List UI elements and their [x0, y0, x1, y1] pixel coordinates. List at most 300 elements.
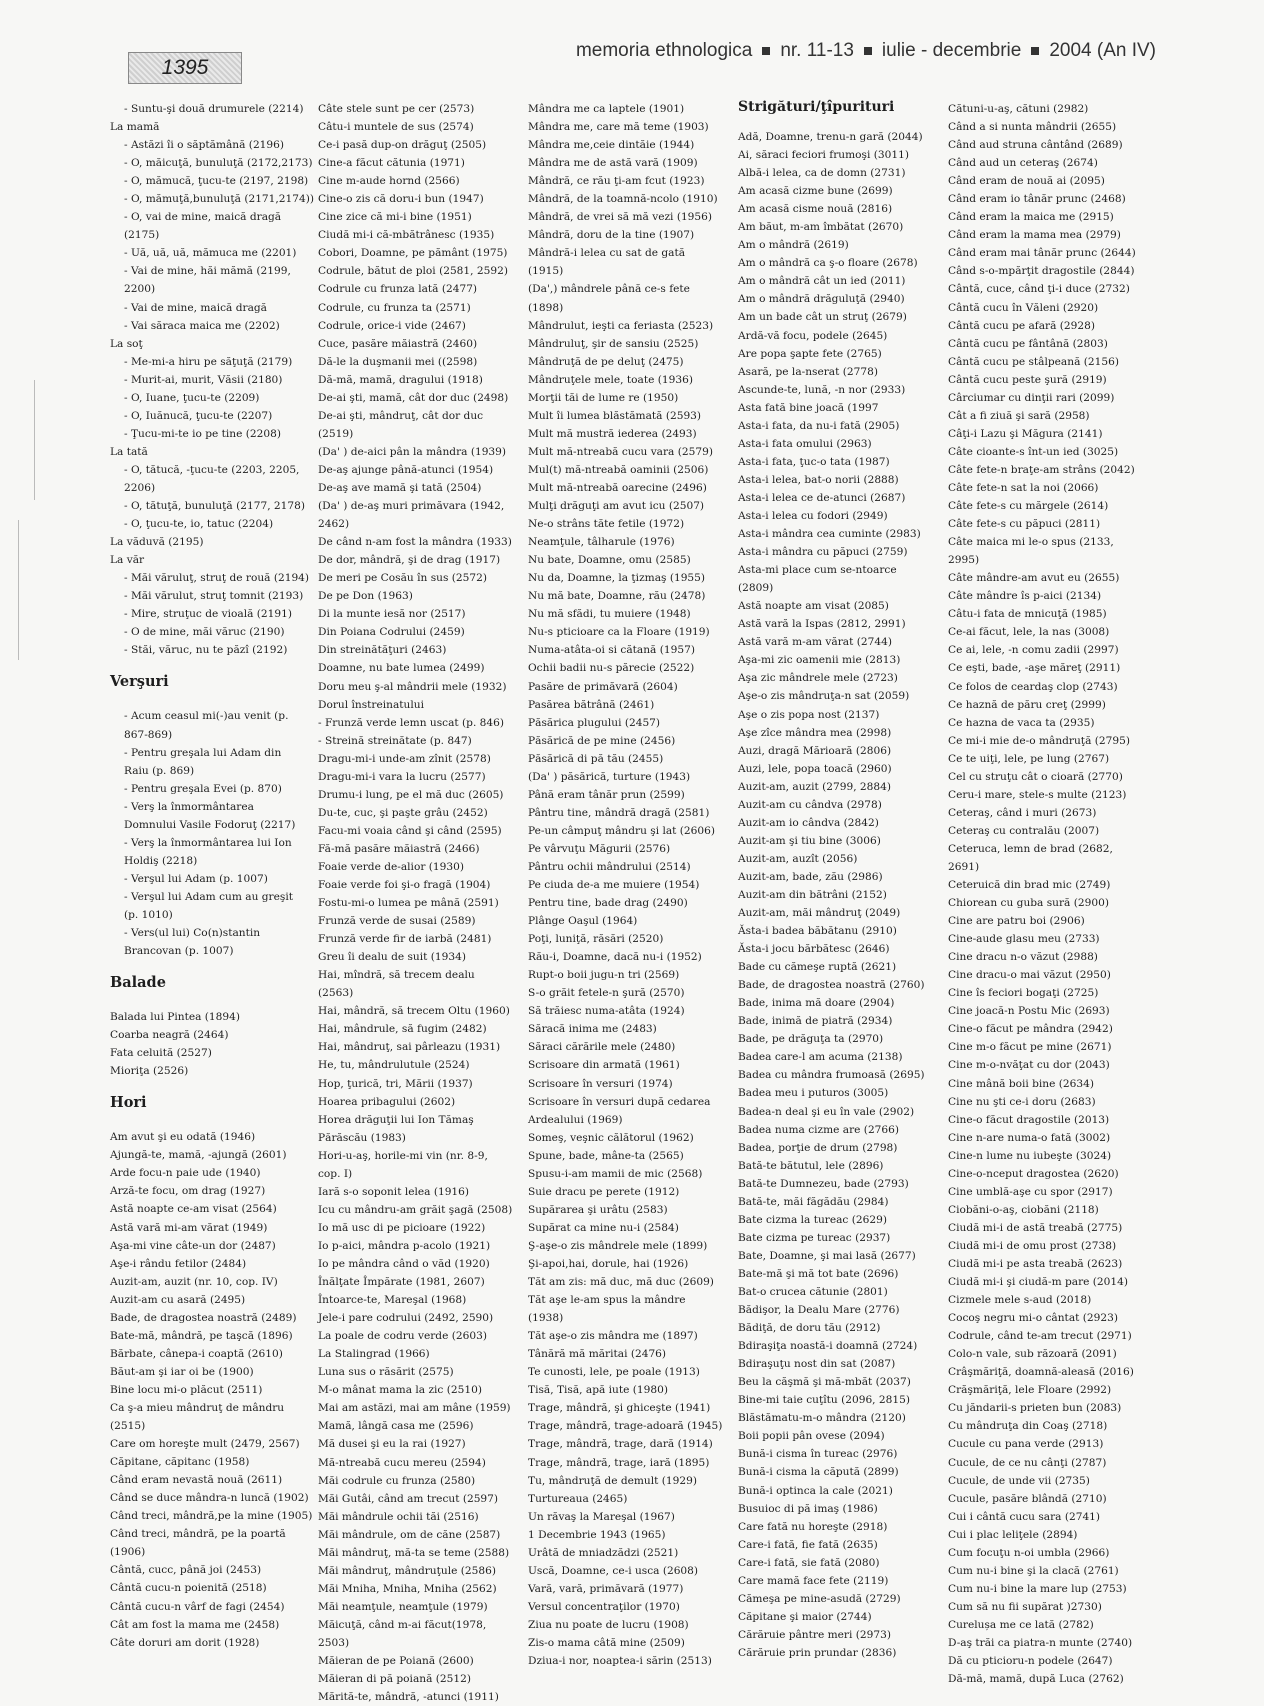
index-entry: Asară, pe la-nserat (2778) [738, 365, 878, 378]
index-entry: Cine zice că mi-i bine (1951) [318, 211, 472, 224]
index-entry: Ca ş-a mieu mândruţ de mândru (2515) [110, 1402, 285, 1433]
index-entry: Bădişor, la Dealu Mare (2776) [738, 1304, 900, 1317]
index-entry: Mult îi lumea blăstămată (2593) [528, 409, 702, 422]
index-entry: Bine locu mi-o plăcut (2511) [110, 1383, 263, 1396]
index-entry: Bună-i cisma în tureac (2976) [738, 1448, 898, 1461]
index-entry: Din Poiana Codrului (2459) [318, 626, 465, 639]
index-entry: Io pe mândra când o văd (1920) [318, 1258, 490, 1270]
index-entry: Rău-i, Doamne, dacă nu-i (1952) [528, 951, 702, 964]
index-entry: Auzit-am cu asară (2495) [110, 1293, 246, 1306]
index-entry: Hai, mîndră, să trecem dealu (2563) [318, 969, 475, 1000]
index-entry: Auzit-am şi tiu bine (3006) [738, 834, 881, 847]
index-entry: Ce haznă de păru creţ (2999) [948, 698, 1106, 711]
index-entry: Cine are patru boi (2906) [948, 915, 1085, 928]
index-entry: Scrisoare în versuri după cedarea Ardealului (1969) [528, 1095, 711, 1126]
index-entry: Ceteraş, când i muri (2673) [948, 806, 1097, 819]
index-entry: Auzi, lele, popa toacă (2960) [738, 762, 892, 775]
index-entry: Cântă cucu-n vârf de fagi (2454) [110, 1600, 285, 1613]
index-entry: Întoarce-te, Mareşal (1968) [318, 1294, 467, 1307]
index-entry: Ne-o strâns tăte fetile (1972) [528, 518, 685, 531]
index-entry: Aşa-mi vine câte-un dor (2487) [110, 1239, 276, 1252]
index-entry: - Vai de mine, maică dragă [124, 301, 267, 314]
index-entry: Bună-i optinca la cale (2021) [738, 1484, 893, 1497]
index-entry: Mult mă mustră iederea (2493) [528, 427, 697, 440]
index-entry: Pasărea bătrână (2461) [528, 698, 655, 711]
index-entry: De-aş ajunge până-atunci (1954) [318, 463, 494, 476]
index-entry: Ce ai, lele, -n comu zadii (2997) [948, 644, 1119, 657]
index-entry: Cine-o făcut pe mândra (2942) [948, 1023, 1113, 1036]
index-entry: Doamne, nu bate lumea (2499) [318, 662, 485, 675]
index-entry: Pântru tine, mândră dragă (2581) [528, 806, 710, 819]
index-entry: Măi Gutâi, când am trecut (2597) [318, 1492, 499, 1505]
index-entry: - Me-mi-a hiru pe săţuţă (2179) [124, 355, 293, 368]
index-entry: Bade, de dragostea noastră (2760) [738, 979, 925, 992]
index-entry: Ce eşti, bade, -aşe mărеţ (2911) [948, 662, 1121, 675]
index-entry: Măieran de pe Poiană (2600) [318, 1655, 474, 1668]
index-entry: Bună-i cisma la căpută (2899) [738, 1466, 899, 1479]
index-entry: Dă-le la duşmanii mei ((2598) [318, 355, 478, 368]
index-entry: Măieran di pă poiană (2512) [318, 1673, 471, 1686]
index-entry: Bată-te Dumnezeu, bade (2793) [738, 1177, 909, 1190]
index-entry: De-ai şti, mamă, cât dor duc (2498) [318, 391, 509, 404]
index-entry: Fostu-mi-o lumea pe mână (2591) [318, 897, 499, 910]
index-entry: Codrule, bătut de ploi (2581, 2592) [318, 265, 508, 278]
index-entry: Câte fete-s cu mărgele (2614) [948, 500, 1109, 513]
index-entry: De dor, mândră, şi de drag (1917) [318, 554, 501, 567]
index-entry: Cine-aude glasu meu (2733) [948, 933, 1100, 946]
index-entry: Mărită-te, mândră, -atunci (1911) [318, 1691, 499, 1704]
index-entry: Asta fată bine joacă (1997 [738, 401, 879, 414]
index-entry: Dziua-i nor, noaptea-i sărin (2513) [528, 1655, 712, 1668]
index-entry: - Mire, struţuc de vioală (2191) [124, 608, 292, 621]
index-entry: Mândra me de astă vară (1909) [528, 157, 698, 170]
index-entry: Nu mă bate, Doamne, rău (2478) [528, 590, 706, 603]
index-entry: Câţi-i Lazu şi Măgura (2141) [948, 427, 1103, 440]
index-entry: Versul concentraţilor (1970) [528, 1600, 680, 1613]
index-entry: Cârciumar cu dinţii rari (2099) [948, 391, 1115, 404]
index-entry: Bade, inimă de piatră (2934) [738, 1015, 893, 1028]
index-entry: Mândruţă de pe deluţ (2475) [528, 355, 684, 368]
index-entry: Drumu-i lung, pe el mă duc (2605) [318, 788, 504, 801]
index-entry: Ce mi-i mie de-o mândruţă (2795) [948, 734, 1130, 747]
index-entry: Din streinătăţuri (2463) [318, 644, 447, 657]
index-entry: M-o mânat mama la zic (2510) [318, 1384, 482, 1397]
index-entry: Mândră-i lelea cu sat de gată (1915) [528, 247, 686, 278]
index-entry: Căpitane, căpitanc (1958) [110, 1456, 250, 1469]
index-entry: Astă vară mi-am vărat (1949) [110, 1221, 268, 1234]
index-entry: Măi mândrule ochii tăi (2516) [318, 1510, 479, 1523]
index-entry: Bat-o crucea cătunie (2801) [738, 1286, 888, 1298]
index-entry: Bate cizma pe tureac (2937) [738, 1231, 891, 1244]
index-entry: Asta-i fata omului (2963) [738, 437, 872, 450]
index-entry: - Verşul lui Adam (p. 1007) [124, 872, 268, 885]
index-entry: Auzit-am cu cândva (2978) [738, 798, 882, 811]
index-entry: Aşe zîce mândra mea (2998) [738, 726, 892, 739]
index-entry: Păsărică de pe mine (2456) [528, 734, 676, 747]
index-entry: Cucule, de ce nu cânţi (2787) [948, 1456, 1107, 1469]
index-column-3 [528, 100, 723, 1670]
index-entry: Am avut şi eu odată (1946) [110, 1131, 256, 1144]
index-entry: Codrule, când te-am trecut (2971) [948, 1330, 1132, 1343]
index-entry: Când treci, mândră, pe la poartă (1906) [110, 1528, 286, 1559]
index-entry: Hai, mândrule, să fugim (2482) [318, 1023, 487, 1036]
index-entry: Curelușa me ce lată (2782) [948, 1618, 1094, 1631]
index-entry: - Măi vărulut, struţ tomnit (2193) [124, 590, 304, 603]
index-entry: Am o mândră drăguluţă (2940) [738, 293, 905, 306]
index-entry: Bdiraşiţa noastă-i doamnă (2724) [738, 1340, 918, 1353]
index-entry: Mult mă-ntreabă cucu vara (2579) [528, 445, 713, 458]
index-entry: - O de mine, măi văruc (2190) [124, 626, 285, 639]
index-entry: Tisă, Tisă, apă iute (1980) [528, 1384, 668, 1397]
journal-title: memoria ethnologica [575, 40, 753, 61]
index-entry: Mul(t) mă-ntreabă oaminii (2506) [528, 463, 709, 476]
index-entry: De meri pe Cosău în sus (2572) [318, 572, 487, 585]
index-entry: Aşe-o zis mândruţa-n sat (2059) [738, 690, 910, 703]
index-entry: Ciudă mi-i de astă treabă (2775) [948, 1221, 1123, 1234]
index-entry: Arde focu-n paie ude (1940) [110, 1167, 261, 1180]
index-entry: Care om horeşte mult (2479, 2567) [110, 1438, 300, 1451]
index-entry: Asta-i fata, ţuc-o tata (1987) [738, 455, 890, 468]
index-entry: Cu jăndarii-s prieten bun (2083) [948, 1402, 1122, 1415]
index-entry: - Măi văruluţ, struţ de rouă (2194) [124, 572, 310, 585]
index-entry: Ascunde-te, lună, -n nor (2933) [738, 383, 906, 396]
index-entry: Foaie verde de-alior (1930) [318, 860, 464, 873]
index-entry: Crâşmăriţă, doamnă-aleasă (2016) [948, 1366, 1134, 1379]
index-entry: Săraci cărările mele (2480) [528, 1041, 676, 1054]
index-entry: Bată-te, măi făgădău (2984) [738, 1195, 889, 1208]
index-entry: (Da',) mândrele până ce-s fete (1898) [528, 283, 690, 314]
index-entry: Supărat ca mine nu-i (2584) [528, 1221, 679, 1234]
index-entry: Măi mândruţ, mândruţule (2586) [318, 1564, 496, 1577]
index-entry: Mândră, de vrei să mă vezi (1956) [528, 211, 713, 224]
index-entry: Cine-a făcut cătunia (1971) [318, 157, 465, 170]
index-entry: Suie dracu pe perete (1912) [528, 1185, 680, 1198]
index-entry: Măicuţă, când m-ai făcut(1978, 2503) [318, 1618, 487, 1649]
index-entry: Luna sus o răsărit (2575) [318, 1366, 454, 1379]
index-entry: Bade, pe drăguţa ta (2970) [738, 1033, 884, 1046]
index-entry: Trage, mândră, trage, dară (1914) [528, 1438, 713, 1451]
index-entry: Pe vârvuţu Măgurii (2576) [528, 842, 671, 855]
index-entry: Când eram la maica me (2915) [948, 211, 1114, 224]
index-entry: Cântă cucu-n poienită (2518) [110, 1582, 267, 1595]
index-entry: Şi-apoi,hai, dorule, hai (1926) [528, 1258, 689, 1270]
index-entry: Spusu-i-am mamii de mic (2568) [528, 1167, 703, 1180]
index-entry: Cine m-aude hornd (2566) [318, 175, 460, 188]
index-entry: Mândră, de la toamnă-ncolo (1910) [528, 193, 718, 206]
index-entry: Mă dusei şi eu la rai (1927) [318, 1438, 466, 1451]
index-entry: Auzit-am, auzit (nr. 10, cop. IV) [110, 1275, 278, 1288]
index-entry: Cântă cucu pe fântână (2803) [948, 337, 1108, 350]
index-entry: De-ai şti, mândruţ, cât dor duc (2519) [318, 409, 484, 440]
index-entry: Aşe-i rându fetilor (2484) [110, 1257, 247, 1270]
index-entry: Tăt aşe le-am spus la mândre (1938) [528, 1294, 686, 1325]
index-entry: Ăsta-i badea băbătanu (2910) [738, 925, 897, 938]
index-entry: Dragu-mi-i unde-am zînit (2578) [318, 752, 491, 765]
index-entry: - Streină streinătate (p. 847) [318, 734, 472, 747]
index-entry: Astă vară m-am vărat (2744) [738, 636, 892, 649]
index-entry: Măi codrule cu frunza (2580) [318, 1474, 476, 1487]
index-entry: La poale de codru verde (2603) [318, 1330, 487, 1343]
index-entry: Arză-te focu, om drag (1927) [110, 1185, 266, 1198]
index-entry: Scrisoare în versuri (1974) [528, 1077, 673, 1090]
index-entry: - Uă, uă, uă, mămuca me (2201) [124, 247, 297, 260]
index-entry: Cine nu şti ce-i doru (2683) [948, 1095, 1096, 1108]
index-entry: - O, ţucu-te, io, tatuc (2204) [124, 518, 274, 531]
index-entry: Badea numa cizme are (2766) [738, 1123, 900, 1136]
index-entry: Urâtă de mniadzădzi (2521) [528, 1546, 679, 1559]
index-entry: Ş-aşe-o zis mândrele mele (1899) [528, 1239, 708, 1252]
index-entry: Mai am astăzi, mai am mâne (1959) [318, 1402, 511, 1415]
index-entry: Colo-n vale, sub răzoară (2091) [948, 1348, 1117, 1361]
index-entry: Cărăruie prin prundar (2836) [738, 1646, 897, 1659]
square-bullet-icon [864, 47, 872, 55]
index-entry: De când n-am fost la mândra (1933) [318, 536, 512, 549]
index-entry: Ceru-i mare, stele-s multe (2123) [948, 788, 1127, 801]
index-entry: Asta-i lelea ce de-atunci (2687) [738, 491, 906, 504]
index-entry: Câte fete-s cu păpuci (2811) [948, 518, 1101, 531]
index-entry: Cine m-o-nvăţat cu dor (2043) [948, 1059, 1110, 1072]
index-entry: Auzit-am io cândva (2842) [738, 816, 879, 829]
index-entry: Hai, mândră, să trecem Oltu (1960) [318, 1005, 510, 1018]
index-entry: Ceteraş cu contralău (2007) [948, 824, 1100, 837]
index-entry: Trage, mândră, trage, iară (1895) [528, 1456, 710, 1469]
index-entry: Bădiţă, de doru tău (2912) [738, 1322, 881, 1335]
section-title: Balade [110, 974, 166, 992]
index-entry: Cât am fost la mama me (2458) [110, 1618, 280, 1631]
index-entry: Cămeşa pe mine-asudă (2729) [738, 1592, 901, 1605]
index-entry: Trage, mândră, şi ghicеşte (1941) [528, 1402, 711, 1415]
index-entry: La soţ [110, 337, 143, 350]
index-entry: Iară s-o soponit lelea (1916) [318, 1185, 470, 1198]
index-entry: Hori-u-aş, horile-mi vin (nr. 8-9, cop. I) [318, 1149, 488, 1180]
index-entry: Chiorean cu guba sură (2900) [948, 897, 1109, 910]
index-entry: Un răvaş la Mareşal (1967) [528, 1510, 675, 1523]
index-entry: Boii popii pân ovese (2094) [738, 1430, 885, 1443]
index-entry: - Verş la înmormântarea Domnului Vasile Fodoruţ (2217) [124, 800, 296, 831]
index-entry: Care fată nu horeşte (2918) [738, 1520, 888, 1533]
index-entry: Busuioc di pă imaş (1986) [738, 1502, 878, 1515]
index-entry: Fata celuită (2527) [110, 1047, 212, 1060]
index-entry: Când eram io tânăr prunc (2468) [948, 193, 1126, 206]
index-entry: Ardă-vă focu, podele (2645) [738, 329, 888, 342]
margin-scan-mark [18, 520, 19, 660]
index-entry: Ce hazna de vaca ta (2935) [948, 716, 1095, 729]
index-entry: Dă cu pticioru-n podele (2647) [948, 1655, 1113, 1668]
index-entry: Asta-i mândra cu păpuci (2759) [738, 546, 908, 559]
index-entry: Ceteruca, lemn de brad (2682, 2691) [948, 842, 1113, 873]
index-entry: Am acasă cizme bune (2699) [738, 185, 893, 198]
index-entry: Am o mândră (2619) [738, 239, 849, 252]
index-entry: Asta-mi place cum se-ntoarce (2809) [738, 564, 897, 595]
index-entry: Poţi, luniţă, răsări (2520) [528, 933, 664, 946]
index-entry: La Stalingrad (1966) [318, 1348, 430, 1361]
index-entry: Când s-o-mpărţit dragostile (2844) [948, 265, 1135, 278]
index-entry: Tăt aşe-o zis mândra me (1897) [528, 1330, 698, 1343]
section-title: Hori [110, 1094, 147, 1112]
index-entry: Ciudă mi-i pe asta treabă (2623) [948, 1258, 1123, 1270]
index-entry: Cine m-o făcut pe mine (2671) [948, 1041, 1112, 1054]
index-entry: La văduvă (2195) [110, 536, 204, 549]
index-entry: Săracă inima me (2483) [528, 1023, 657, 1036]
index-entry: Astă vară la Ispas (2812, 2991) [738, 618, 906, 631]
index-entry: Coarba neagră (2464) [110, 1029, 229, 1042]
index-entry: Când a si nunta mândrii (2655) [948, 121, 1117, 134]
index-entry: Jele-i pare codrului (2492, 2590) [318, 1312, 494, 1325]
index-entry: Bărbate, cânepa-i coaptă (2610) [110, 1347, 283, 1360]
index-entry: Nu bate, Doamne, omu (2585) [528, 554, 691, 567]
index-entry: Crăşmăriţă, lele Floare (2992) [948, 1384, 1112, 1397]
issue-period: iulie - decembrie [881, 40, 1022, 61]
index-entry: Mândră, doru de la tine (1907) [528, 229, 695, 242]
index-entry: Uscă, Doamne, ce-i usca (2608) [528, 1564, 699, 1577]
index-entry: Dă-mă, mamă, după Luca (2762) [948, 1673, 1124, 1686]
index-entry: Până eram tânăr prun (2599) [528, 788, 685, 801]
index-entry: - Vai de mine, hăi mămă (2199, 2200) [124, 265, 291, 296]
index-entry: Asta-i lelea cu fodori (2949) [738, 509, 888, 522]
index-entry: D-aş trăi ca piatra-n munte (2740) [948, 1636, 1133, 1649]
index-entry: Fă-mă pasăre măiastră (2466) [318, 842, 480, 855]
index-entry: Cine-o-nceput dragostea (2620) [948, 1167, 1119, 1180]
index-entry: Zis-o mama câtă mine (2509) [528, 1636, 685, 1649]
index-entry: Io p-aici, mândra p-acolo (1921) [318, 1239, 491, 1252]
index-entry: Mândrulut, ieşti ca feriasta (2523) [528, 319, 714, 332]
index-entry: Cât a fi ziuă şi sară (2958) [948, 409, 1090, 422]
index-entry: Bată-te bătutul, lele (2896) [738, 1159, 884, 1172]
index-entry: Nu-s pticioare ca la Floare (1919) [528, 626, 710, 639]
index-entry: Tânără mă măritai (2476) [528, 1348, 667, 1361]
section-title: Strigături/ţîpurituri [738, 99, 895, 115]
index-entry: Cine-n lume nu iubeşte (3024) [948, 1149, 1112, 1162]
index-entry: - Suntu-şi două drumurele (2214) [124, 103, 304, 115]
issue-number: nr. 11-13 [780, 40, 854, 61]
index-entry: Codrule, cu frunza ta (2571) [318, 301, 471, 314]
index-entry: La văr [110, 554, 145, 567]
index-entry: S-o grăit fetele-n şură (2570) [528, 987, 685, 1000]
index-entry: - Astăzi îi o săptămână (2196) [124, 139, 285, 152]
index-entry: Mândră, ce rău ţi-am fcut (1923) [528, 175, 705, 188]
square-bullet-icon [1031, 47, 1039, 55]
index-entry: Ochii badii nu-s părecie (2522) [528, 662, 695, 675]
index-entry: - O, Iuane, ţucu-te (2209) [124, 391, 260, 404]
index-entry: Am un bade cât un struţ (2679) [738, 311, 907, 324]
index-entry: Horea drăguţii lui Ion Tămaş Părăscău (1983) [318, 1113, 474, 1144]
index-entry: Păsărica plugului (2457) [528, 716, 661, 729]
index-entry: Bate-mă şi mă tot bate (2696) [738, 1267, 899, 1280]
index-entry: - O, vai de mine, maică dragă (2175) [124, 211, 282, 242]
index-entry: Hoarea pribagului (2602) [318, 1095, 456, 1108]
index-entry: Codrule cu frunza lată (2477) [318, 283, 478, 296]
index-entry: Du-te, cuc, şi paşte grâu (2452) [318, 806, 488, 819]
index-entry: Asta-i fata, da nu-i fată (2905) [738, 419, 900, 432]
index-entry: He, tu, mândrulutule (2524) [318, 1059, 470, 1072]
index-entry: Ai, săraci feciori frumoşi (3011) [738, 149, 909, 162]
index-entry: Facu-mi voaia când şi când (2595) [318, 824, 502, 837]
index-entry: - Pentru greşala Evei (p. 870) [124, 782, 282, 795]
index-entry: - Pentru greşala lui Adam din Raiu (p. 869) [124, 746, 282, 777]
index-entry: Cu mândruţa din Coaş (2718) [948, 1420, 1108, 1433]
index-entry: Nu mă sfădi, tu muiere (1948) [528, 608, 691, 621]
index-entry: Cuce, pasăre măiastră (2460) [318, 337, 478, 350]
index-entry: - O, Iuănucă, ţucu-te (2207) [124, 409, 273, 422]
index-entry: Ciudă mi-i şi ciudă-m pare (2014) [948, 1276, 1129, 1289]
index-entry: Păsărică di pă tău (2455) [528, 752, 664, 765]
index-entry: - O, tătucă, -ţucu-te (2203, 2205, 2206) [124, 463, 300, 494]
index-entry: Icu cu mândru-am grăit şagă (2508) [318, 1203, 513, 1216]
index-entry: Bate cizma la tureac (2629) [738, 1213, 887, 1226]
index-entry: Ce folos de ceardaş clop (2743) [948, 680, 1118, 693]
index-entry: Cucule, pasăre blândă (2710) [948, 1492, 1107, 1505]
index-entry: Când aud struna cântând (2689) [948, 139, 1123, 152]
index-entry: Bade, inima mă doare (2904) [738, 997, 895, 1010]
index-entry: Cântă, cucc, până joi (2453) [110, 1564, 262, 1577]
index-entry: Cântă cucu peste şură (2919) [948, 373, 1107, 386]
index-entry: Cătuni-u-aş, cătuni (2982) [948, 103, 1089, 115]
index-entry: Badea care-l am acuma (2138) [738, 1051, 903, 1064]
index-entry: Bade, de dragostea noastră (2489) [110, 1311, 297, 1324]
index-entry: Greu îi dealu de suit (1934) [318, 951, 466, 964]
index-entry: De pe Don (1963) [318, 590, 413, 603]
index-entry: Asta-i mândra cea cuminte (2983) [738, 528, 921, 541]
index-entry: Are popa şapte fete (2765) [738, 347, 882, 360]
index-entry: Pasăre de primăvară (2604) [528, 680, 678, 693]
index-entry: Badea-n deal şi eu în vale (2902) [738, 1105, 915, 1118]
index-entry: Ciudă mi-i că-mbătrânesc (1935) [318, 229, 495, 242]
index-entry: Băut-am şi iar oi be (1900) [110, 1365, 254, 1378]
index-entry: Numa-atâta-oi si cătană (1957) [528, 644, 695, 657]
index-entry: Cum focuţu n-oi umbla (2966) [948, 1546, 1110, 1559]
index-entry: Badea cu mândra frumoasă (2695) [738, 1069, 925, 1082]
index-entry: Trage, mândră, trage-adoară (1945) [528, 1420, 723, 1433]
page-number: 1395 [128, 52, 242, 84]
index-entry: Mândruluţ, şir de sansiu (2525) [528, 337, 699, 350]
index-entry: Când eram la mama mea (2979) [948, 229, 1121, 242]
index-entry: Badea, porţie de drum (2798) [738, 1141, 898, 1154]
index-entry: Cui i cântă cucu sara (2741) [948, 1510, 1101, 1523]
index-entry: Câtu-i muntele de sus (2574) [318, 121, 474, 134]
index-entry: Foaie verde foi şi-o fragă (1904) [318, 879, 491, 892]
index-entry: Cui i plac leliţele (2894) [948, 1528, 1078, 1541]
index-entry: Mândra me ca laptele (1901) [528, 103, 685, 115]
index-entry: Auzit-am din bătrâni (2152) [738, 888, 887, 901]
index-entry: Pe ciuda de-a me muiere (1954) [528, 879, 700, 892]
index-entry: Ăsta-i jocu bărbătesc (2646) [738, 943, 890, 956]
index-entry: Doru meu ş-al mândrii mele (1932) [318, 680, 507, 693]
index-entry: Bdiraşuţu nost din sat (2087) [738, 1358, 896, 1371]
index-entry: Balada lui Pintea (1894) [110, 1011, 241, 1024]
index-entry: Am o mândră ca ş-o floare (2678) [738, 257, 918, 270]
index-entry: Beu la căşmă şi mă-mbăt (2037) [738, 1376, 911, 1389]
index-entry: Cărăruie pântre meri (2973) [738, 1628, 891, 1641]
index-entry: Vară, vară, primăvară (1977) [528, 1582, 684, 1595]
index-column-1 [110, 100, 315, 1652]
index-entry: Cel cu struţu cât o cioară (2770) [948, 770, 1123, 783]
index-entry: Cine îs feciori bogaţi (2725) [948, 987, 1099, 1000]
index-entry: Ajungă-te, mamă, -ajungă (2601) [110, 1149, 287, 1162]
index-entry: Astă noapte am visat (2085) [738, 600, 889, 613]
index-entry: Cântă, cuce, când ţi-i duce (2732) [948, 283, 1130, 296]
index-entry: - O, mămucă, ţucu-te (2197, 2198) [124, 175, 309, 188]
index-entry: - Ţucu-mi-te io pe tine (2208) [124, 427, 281, 440]
index-entry: Cântă cucu pe afară (2928) [948, 319, 1096, 332]
index-entry: - Verş la înmormântarea lui Ion Holdiş (2218) [124, 836, 292, 867]
index-entry: Pentru tine, bade drag (2490) [528, 897, 688, 910]
index-entry: Mândruţele mele, toate (1936) [528, 373, 693, 386]
index-entry: - Acum ceasul mi(-)au venit (p. 867-869) [124, 710, 289, 741]
index-entry: Ciobăni-o-aş, ciobăni (2118) [948, 1203, 1099, 1216]
index-entry: Câte fete-n braţe-am strâns (2042) [948, 463, 1135, 476]
index-entry: Hai, mândruţ, sai pârleazu (1931) [318, 1041, 501, 1054]
index-entry: Auzit-am, măi mândruţ (2049) [738, 907, 901, 920]
